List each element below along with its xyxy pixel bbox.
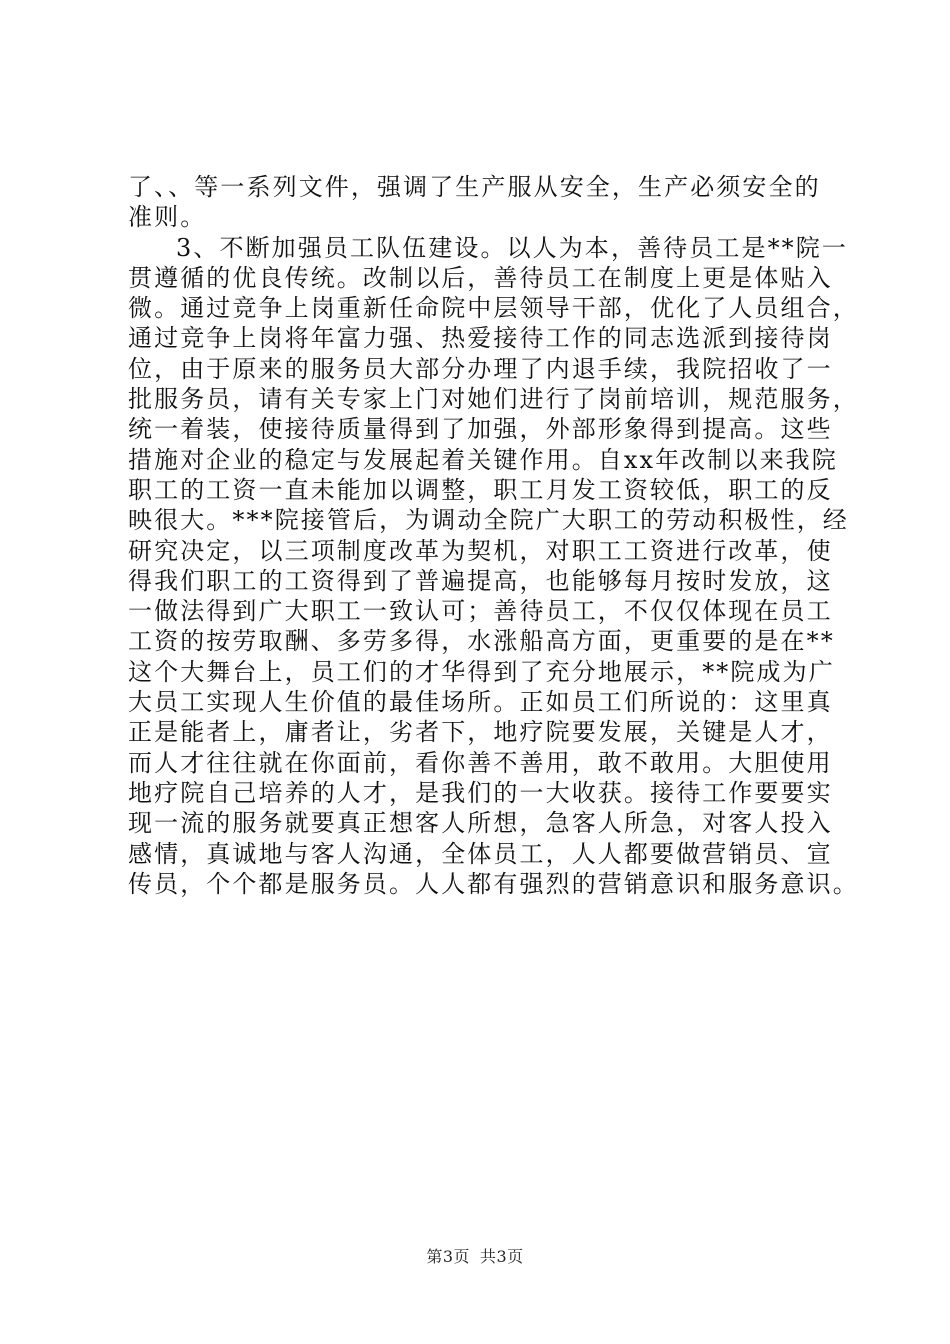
text-line: 职工的工资一直未能加以调整，职工月发工资较低，职工的反 [128,475,833,504]
text-line: 措施对企业的稳定与发展起着关键作用。自xx年改制以来我院 [128,445,838,474]
page-footer [0,1244,950,1267]
text-line: 通过竞争上岗将年富力强、热爱接待工作的同志选派到接待岗 [128,324,833,353]
document-body [128,172,859,899]
text-line: 位，由于原来的服务员大部分办理了内退手续，我院招收了一 [128,354,833,383]
text-line: 得我们职工的工资得到了普遍提高，也能够每月按时发放，这 [128,566,833,595]
text-line: 贯遵循的优良传统。改制以后，善待员工在制度上更是体贴入 [128,263,833,292]
text-line: 研究决定，以三项制度改革为契机，对职工工资进行改革，使 [128,536,833,565]
text-line: 工资的按劳取酬、多劳多得，水涨船高方面，更重要的是在** [128,627,835,656]
text-line: 映很大。***院接管后，为调动全院广大职工的劳动积极性，经 [128,506,849,535]
page-number-total: 共3页 [480,1247,524,1266]
text-line: 了、、等一系列文件，强调了生产服从安全，生产必须安全的 [128,173,821,201]
text-line: 而人才往往就在你面前，看你善不善用，敢不敢用。大胆使用 [128,748,833,777]
text-line: 正是能者上，庸者让，劣者下，地疗院要发展，关键是人才， [128,718,833,747]
text-line: 微。通过竞争上岗重新任命院中层领导干部，优化了人员组合， [128,294,859,323]
paragraph-first-line: 3、不断加强员工队伍建设。以人为本，善待员工是**院一 [176,233,848,262]
text-line: 这个大舞台上，员工们的才华得到了充分地展示，**院成为广 [128,657,835,686]
text-line: 地疗院自己培养的人才，是我们的一大收获。接待工作要要实 [128,778,833,807]
text-line: 准则。 [128,203,207,232]
text-line: 一做法得到广大职工一致认可；善待员工，不仅仅体现在员工 [128,597,833,626]
text-line: 传员，个个都是服务员。人人都有强烈的营销意识和服务意识。 [128,869,859,898]
text-line: 感情，真诚地与客人沟通，全体员工，人人都要做营销员、宣 [128,839,833,868]
text-line: 大员工实现人生价值的最佳场所。正如员工们所说的：这里真 [128,688,833,717]
text-line: 现一流的服务就要真正想客人所想，急客人所急，对客人投入 [128,809,833,838]
page-number-current: 第3页 [426,1247,470,1266]
text-line: 批服务员，请有关专家上门对她们进行了岗前培训，规范服务， [128,385,859,414]
text-line: 统一着装，使接待质量得到了加强，外部形象得到提高。这些 [128,415,833,444]
